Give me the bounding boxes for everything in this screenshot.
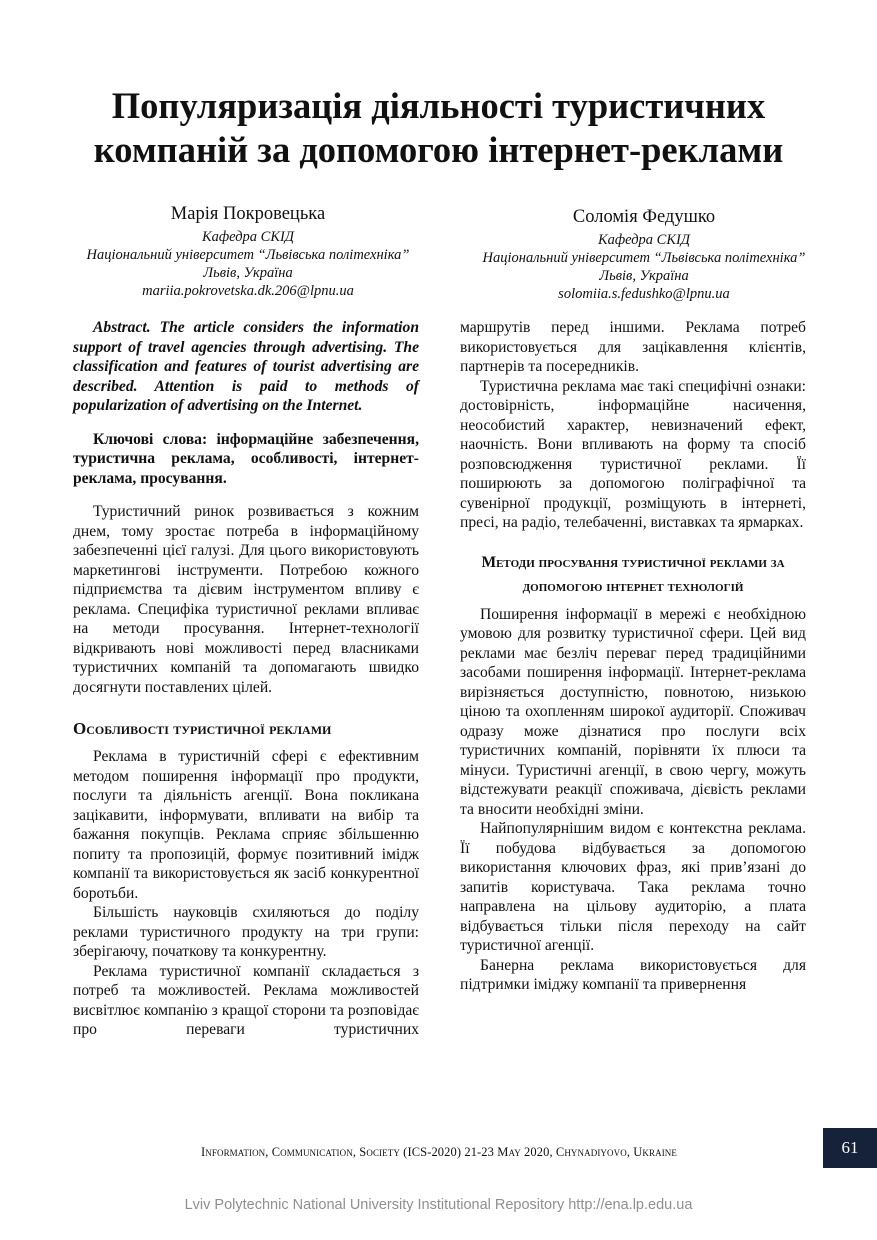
author-department: Кафедра СКІД xyxy=(201,229,295,245)
author-name: Соломія Федушко xyxy=(572,207,716,227)
author-university: Національний університет “Львівська політехніка” xyxy=(86,247,410,263)
paragraph: Банерна реклама використовується для підтримки іміджу компанії та привернення xyxy=(460,956,806,993)
paper-title xyxy=(40,84,837,172)
author-email: solomiia.s.fedushko@lpnu.ua xyxy=(558,286,730,302)
repository-note: Lviv Polytechnic National University Institutional Repository http://ena.lp.edu.ua xyxy=(184,1197,693,1213)
page-number: 61 xyxy=(823,1128,877,1168)
conference-footer: Information, Communication, Society (ICS-2020) 21-23 May 2020, Chynadiyovo, Ukraine xyxy=(201,1145,677,1159)
author-university: Національний університет “Львівська політехніка” xyxy=(482,250,806,266)
paragraph: Реклама туристичної компанії складається з потреб та можливостей. Реклама можливостей висвітлює компанію з кращої сторони та розповідає про переваги туристичних xyxy=(73,962,419,1038)
section-heading: Особливості туристичної реклами xyxy=(73,719,332,738)
title-line-1: Популяризація діяльності туристичних xyxy=(111,85,766,126)
author-email: mariia.pokrovetska.dk.206@lpnu.ua xyxy=(142,283,354,299)
author-block-2 xyxy=(446,206,842,303)
left-column xyxy=(73,318,419,1040)
paragraph: Туристична реклама має такі специфічні ознаки: достовірність, інформаційне насичення, неособистий характер, невизначений ефект, наочність. Вони впливають на форму та спосіб розповсюдження туристичної реклами. Її поширюють за допомогою поліграфічної та сувенірної продукції, розміщують в інтернеті, пресі, на радіо, телебаченні, виставках та ярмарках. xyxy=(460,377,806,531)
paragraph: Найпопулярнішим видом є контекстна реклама. Її побудова відбувається за допомогою використання ключових фраз, які прив’язані до запитів користувача. Така реклама точно направлена на цільову аудиторію, а плата відбувається тільки після переходу на сайт туристичної агенції. xyxy=(460,820,806,954)
intro-paragraph: Туристичний ринок розвивається з кожним днем, тому зростає потреба в інформаційному забезпеченні цієї галузі. Для цього використовують маркетингові інструменти. Потребою кожного підприємства та дієвим інструментом впливу є реклама. Специфіка туристичної реклами впливає на методи просування. Інтернет-технології відкривають нові можливості перед власниками туристичних компаній та допомагають швидко досягнути поставлених цілей. xyxy=(73,503,419,696)
paragraph: Реклама в туристичній сфері є ефективним методом поширення інформації про продукти, послуги та діяльність агенції. Вона покликана зацікавити, інформувати, впливати на вибір та бажання покупців. Реклама сприяє збільшенню попиту та пропозицій, формує позитивний імідж компанії та використовується як засіб конкурентної боротьби. xyxy=(73,748,419,902)
author-city: Львів, Україна xyxy=(203,265,293,281)
author-city: Львів, Україна xyxy=(599,268,689,284)
keywords: Ключові слова: інформаційне забезпечення, туристична реклама, особливості, інтернет-реклама, просування. xyxy=(73,430,419,487)
author-block-1 xyxy=(42,203,454,300)
abstract: Abstract. The article considers the information support of travel agencies through advertising. The classification and features of tourist advertising are described. Attention is paid to methods of popularization of advertising on the Internet. xyxy=(73,319,419,414)
section-heading: Методи просування туристичної реклами за допомогою інтернет технологій xyxy=(481,553,785,595)
paragraph: Поширення інформації в мережі є необхідною умовою для розвитку туристичної сфери. Цей вид реклами має безліч переваг перед традиційними засобами поширення інформації. Інтернет-реклама вирізняється доступністю, повнотою, низькою ціною та охопленням широкої аудиторії. Споживач одразу може дізнатися про послуги всіх туристичних компаній, порівняти їх плюси та мінуси. Туристичні агенції, в свою чергу, можуть відстежувати реакції споживача, дієвість реклами та вносити необхідні зміни. xyxy=(460,605,806,818)
author-department: Кафедра СКІД xyxy=(597,232,691,248)
paragraph: Більшість науковців схиляються до поділу реклами туристичного продукту на три групи: зберігаючу, початкову та конкурентну. xyxy=(73,904,419,960)
paragraph-continuation: маршрутів перед іншими. Реклама потреб використовується для зацікавлення клієнтів, партнерів та посередників. xyxy=(460,319,806,375)
right-column xyxy=(460,318,806,995)
title-line-2: компаній за допомогою інтернет-реклами xyxy=(93,129,784,170)
author-name: Марія Покровецька xyxy=(170,204,326,224)
